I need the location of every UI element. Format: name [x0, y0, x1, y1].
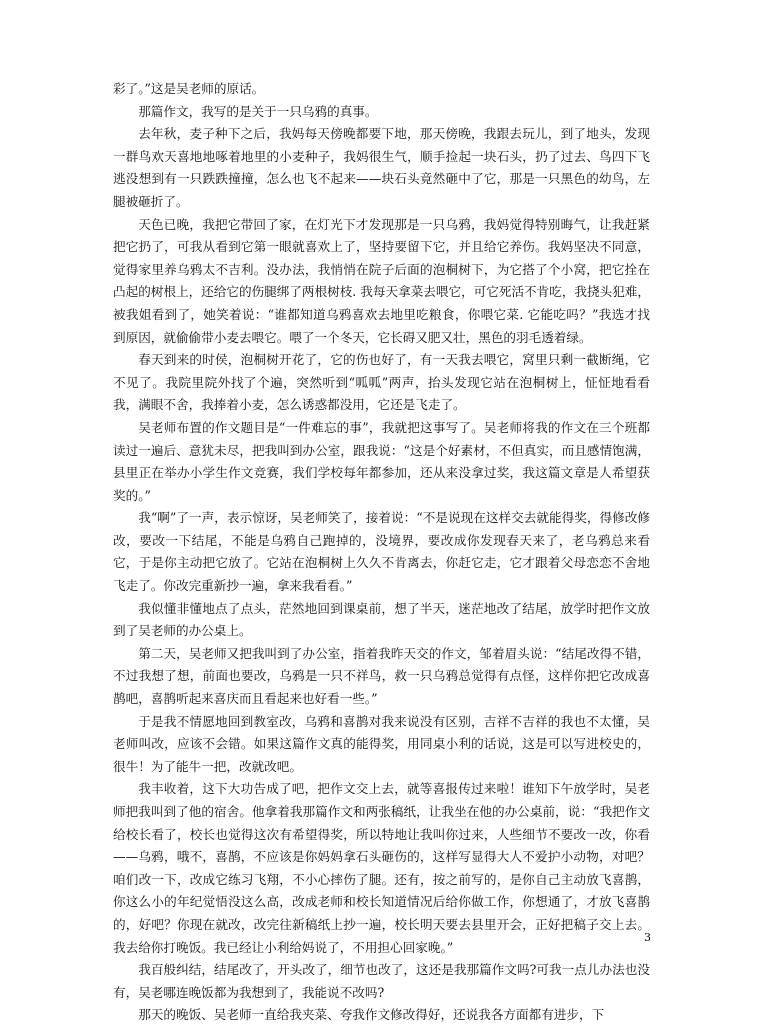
paragraph: 天色已晚，我把它带回了家，在灯光下才发现那是一只乌鸦，我妈觉得特别晦气，让我赶紧把它扔了，可我从看到它第一眼就喜欢上了，坚持要留下它，并且给它养伤。我妈坚决不同意，觉得家里养乌鸦太不吉利。没办法，我悄悄在院子后面的泡桐树下，为它搭了个小窝，把它拴在凸起的树根上，还给它的伤腿绑了两根树枝. 我每天拿菜去喂它，可它死活不肯吃，我挠头犯难，被我姐看到了，她笑着说：“谁都知道乌鸦喜欢去地里吃粮食，你喂它菜. 它能吃吗？”我选才找到原因，就偷偷带小麦去喂它。喂了一个冬天，它长碍又肥又壮，黑色的羽毛透着绿。	[113, 216, 650, 345]
paragraph: 那天的晚饭、吴老师一直给我夹菜、夸我作文修改得好，还说我各方面都有进步，下	[138, 1007, 605, 1023]
paragraph: 去年秋，麦子种下之后，我妈每天傍晚都要下地，那天傍晚，我跟去玩儿，到了地头，发现一群鸟欢天喜地地啄着地里的小麦种子，我妈很生气，顺手捡起一块石头，扔了过去、鸟四下飞逃没想到有一只跌跌撞撞，怎么也飞不起来——块石头竟然砸中了它，那是一只黑色的幼鸟，左腿被砸折了。	[113, 126, 650, 209]
document-body	[113, 78, 650, 1027]
paragraph: 于是我不情愿地回到教室改，乌鸦和喜鹊对我来说没有区别，吉祥不吉祥的我也不太懂，吴老师叫改，应该不会错。如果这篇作文真的能得奖，用同桌小利的话说，这是可以写进校史的，很牛！为了能牛一把，改就改吧。	[113, 713, 650, 774]
paragraph: 我丰收着，这下大功告成了吧，把作文交上去，就等喜报传过来啦！谁知下午放学时，吴老师把我叫到了他的宿舍。他拿着我那篇作文和两张稿纸，让我坐在他的办公桌前，说：“我把作文给校长看了，校长也觉得这次有希望得奖，所以特地让我叫你过来，人些细节不要改一改，你看——乌鸦，哦不，喜鹊，不应该是你妈妈拿石头砸伤的，这样写显得大人不爱护小动物，对吧？咱们改一下，改成它练习飞翔，不小心摔伤了腿。还有，按之前写的，是你自己主动放飞喜鹊，你这么小的年纪觉悟没这么高，改成老师和校长知道情况后给你做工作，你想通了，才放飞喜鹊的，好吧？你现在就改，改完往新稿纸上抄一遍，校长明天要去县里开会，正好把稿子交上去。我去给你打晚饭。我已经让小利给妈说了，不用担心回家晚。”	[113, 781, 650, 955]
paragraph: 吴老师布置的作文题目是“一件难忘的事”，我就把这事写了。吴老师将我的作文在三个班都读过一遍后、意犹未尽，把我叫到办公室，跟我说：“这是个好素材，不但真实，而且感情饱满，县里正在举办小学生作文竞赛，我们学校每年都参加，还从来没拿过奖，我这篇文章是人希望获奖的。”	[113, 419, 650, 503]
page-number: 3	[644, 931, 651, 944]
paragraph: 那篇作文，我写的是关于一只乌鸦的真事。	[138, 103, 378, 119]
paragraph: 彩了。”这是吴老师的原话。	[113, 81, 265, 96]
paragraph: 我“啊”了一声，表示惊讶，吴老师笑了，接着说：“不是说现在这样交去就能得奖，得修改修改，要改一下结尾，不能是乌鸦自己跑掉的，没境界，要改成你发现春天来了，老乌鸦总来看它，于是你主动把它放了。它站在泡桐树上久久不肯离去，你赶它走，它才跟着父母恋恋不舍地飞走了。你改完重新抄一遍，拿来我看看。”	[113, 510, 650, 594]
paragraph: 我似懂非懂地点了点头，茫然地回到课桌前，想了半天，迷茫地改了结尾，放学时把作文放到了吴老师的办公桌上。	[113, 600, 650, 639]
paragraph: 第二天，吴老师又把我叫到了办公室，指着我昨天交的作文，邹着眉头说：“结尾改得不错，不过我想了想，前面也要改，乌鸦是一只不祥鸟，救一只乌鸦总觉得有点怪，这样你把它改成喜鹊吧，喜鹊听起来喜庆而且看起来也好看一些。”	[113, 645, 650, 707]
paragraph: 春天到来的时侯，泡桐树开花了，它的伤也好了，有一天我去喂它，窝里只剩一截断绳，它不见了。我院里院外找了个遍，突然听到“呱呱”两声，抬头发现它站在泡桐树上，怔怔地看看我，满眼不舍，我捧着小麦，怎么诱惑都没用，它还是飞走了。	[113, 352, 650, 413]
paragraph: 我百般纠结，结尾改了，开头改了，细节也改了，这还是我那篇作文吗?可我一点儿办法也没有，吴老哪连晚饭都为我想到了，我能说不改吗?	[113, 962, 650, 1000]
